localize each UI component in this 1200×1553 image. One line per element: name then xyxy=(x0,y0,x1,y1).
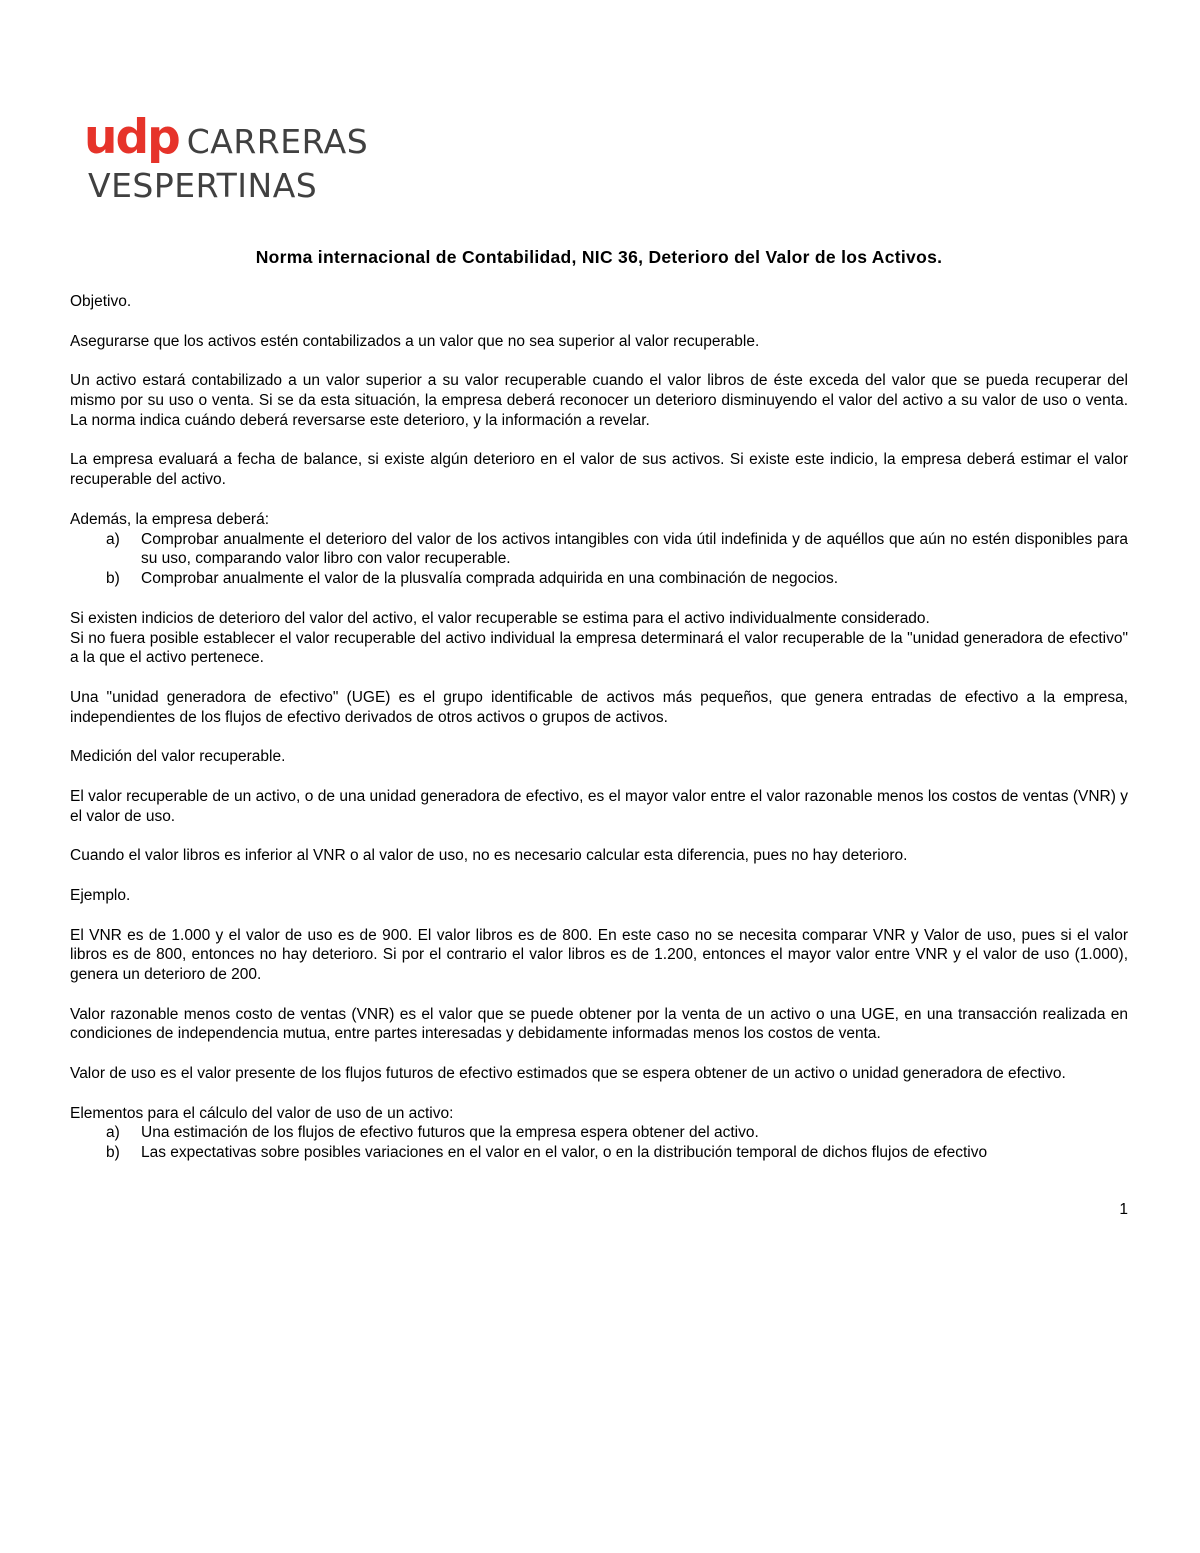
paragraph-indications: Si existen indicios de deterioro del valor del activo, el valor recuperable se estima para el activo individualmente considerado. xyxy=(70,609,930,627)
list-item xyxy=(70,1143,1128,1163)
list-marker: a) xyxy=(106,1124,120,1142)
paragraph-recoverable-value: El valor recuperable de un activo, o de una unidad generadora de efectivo, es el mayor valor entre el valor razonable menos los costos de ventas (VNR) y el valor de uso. xyxy=(70,787,1128,825)
paragraph-uge-definition: Una "unidad generadora de efectivo" (UGE) es el grupo identificable de activos más pequeños, que genera entradas de efectivo a la empresa, independientes de los flujos de efectivo derivados de otros activos o grupos de activos. xyxy=(70,688,1128,726)
paragraph-objective: Asegurarse que los activos estén contabilizados a un valor que no sea superior al valor recuperable. xyxy=(70,332,760,350)
list-item xyxy=(70,569,1128,589)
list-marker: b) xyxy=(106,1144,120,1162)
paragraph-value-in-use: Valor de uso es el valor presente de los flujos futuros de efectivo estimados que se espera obtener de un activo o unidad generadora de efectivo. xyxy=(70,1065,1066,1083)
list-item-text: Comprobar anualmente el valor de la plusvalía comprada adquirida en una combinación de negocios. xyxy=(141,570,839,588)
paragraph-example: El VNR es de 1.000 y el valor de uso es de 900. El valor libros es de 800. En este caso no se necesita comparar VNR y Valor de uso, pues si el valor libros es de 800, entonces no hay deterioro. Si por el contrario el valor libros es de 1.200, entonces el mayor valor entre VNR y el valor de uso (1.000), genera un deterioro de 200. xyxy=(70,926,1128,984)
paragraph-cash-generating-unit: Si no fuera posible establecer el valor recuperable del activo individual la empresa determinará el valor recuperable de la "unidad generadora de efectivo" a la que el activo pertenece. xyxy=(70,629,1128,667)
list-marker: a) xyxy=(106,530,120,548)
udp-logo xyxy=(84,110,384,205)
logo-line-2: VESPERTINAS xyxy=(88,166,318,205)
paragraph-additionally: Además, la empresa deberá: xyxy=(70,510,270,528)
logo-row-1 xyxy=(84,110,369,171)
paragraph-elements: Elementos para el cálculo del valor de uso de un activo: xyxy=(70,1104,454,1122)
list-item-text: Comprobar anualmente el deterioro del valor de los activos intangibles con vida útil indefinida y de aquéllos que aún no estén disponibles para su uso, comparando valor libro con valor recuperable. xyxy=(141,530,1128,568)
paragraph-no-impairment: Cuando el valor libros es inferior al VNR o al valor de uso, no es necesario calcular esta diferencia, pues no hay deterioro. xyxy=(70,847,908,865)
page-number: 1 xyxy=(1119,1201,1128,1218)
list-item xyxy=(70,530,1128,570)
document-title: Norma internacional de Contabilidad, NIC 36, Deterioro del Valor de los Activos. xyxy=(255,247,943,267)
paragraph-measurement-heading: Medición del valor recuperable. xyxy=(70,748,286,766)
paragraph-example-heading: Ejemplo. xyxy=(70,886,131,904)
list-annual-checks xyxy=(70,530,1128,589)
paragraph-overvalued-asset: Un activo estará contabilizado a un valor superior a su valor recuperable cuando el valor libros de éste exceda del valor que se pueda recuperar del mismo por su uso o venta. Si se da esta situación, la empresa deberá reconocer un deterioro disminuyendo el valor del activo a su valor de uso o venta. La norma indica cuándo deberá reversarse este deterioro, y la información a revelar. xyxy=(70,372,1128,429)
list-item-text: Las expectativas sobre posibles variaciones en el valor en el valor, o en la distribución temporal de dichos flujos de efectivo xyxy=(141,1144,988,1162)
paragraph-vnr-definition: Valor razonable menos costo de ventas (VNR) es el valor que se puede obtener por la venta de un activo o una UGE, en una transacción realizada en condiciones de independencia mutua, entre partes interesadas y debidamente informadas menos los costos de venta. xyxy=(70,1005,1128,1043)
paragraph-objective-heading: Objetivo. xyxy=(70,293,132,310)
list-item xyxy=(70,1123,1128,1143)
list-item-text: Una estimación de los flujos de efectivo futuros que la empresa espera obtener del activo. xyxy=(141,1124,759,1142)
list-marker: b) xyxy=(106,570,120,588)
logo-brand: udp xyxy=(84,110,179,165)
paragraph-evaluation: La empresa evaluará a fecha de balance, si existe algún deterioro en el valor de sus activos. Si existe este indicio, la empresa deberá estimar el valor recuperable del activo. xyxy=(70,451,1128,489)
list-value-in-use-elements xyxy=(70,1123,1128,1163)
logo-line-1: CARRERAS xyxy=(186,122,369,161)
document-body xyxy=(70,292,1128,1163)
